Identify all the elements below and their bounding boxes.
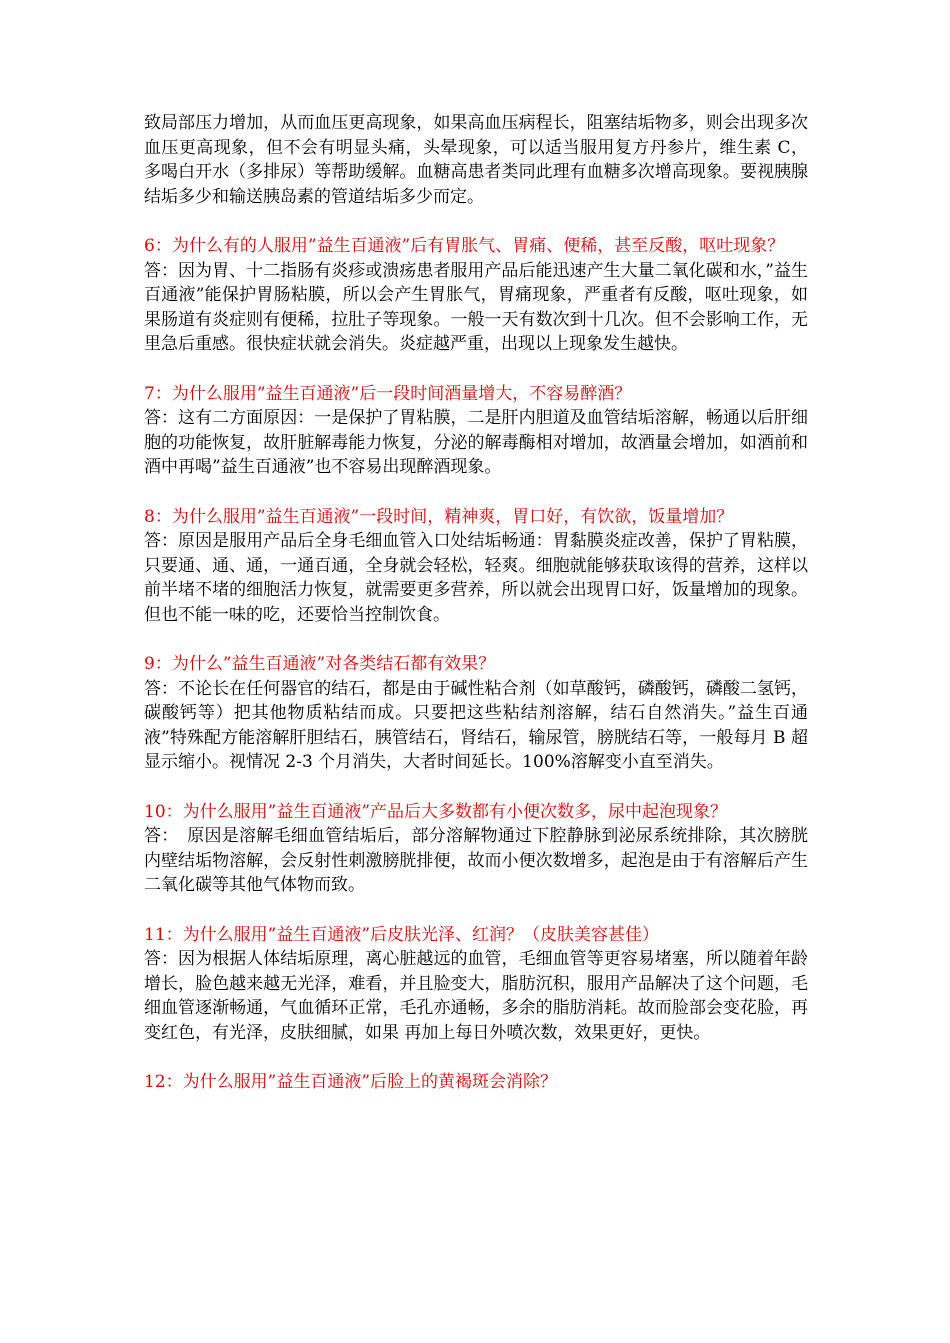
qa-item-7 — [144, 382, 808, 480]
question-12: 12：为什么服用”益生百通液”后脸上的黄褐斑会消除？ — [144, 1072, 558, 1093]
qa-item-12 — [144, 1070, 808, 1095]
question-10: 10：为什么服用”益生百通液”产品后大多数都有小便次数多，尿中起泡现象？ — [144, 801, 728, 822]
answer-10: 答： 原因是溶解毛细血管结垢后，部分溶解物通过下腔静脉到泌尿系统排除，其次膀胱内壁结垢物溶解，会反射性刺激膀胱排便，故而小便次数增多，起泡是由于有溶解后产生二氧化碳等其他气体物而致。 — [144, 826, 808, 896]
qa-item-10 — [144, 800, 808, 898]
answer-7: 答：这有二方面原因：一是保护了胃粘膜，二是肝内胆道及血管结垢溶解，畅通以后肝细胞的功能恢复，故肝脏解毒能力恢复，分泌的解毒酶相对增加，故酒量会增加，如酒前和酒中再喝”益生百通液”也不容易出现醉酒现象。 — [144, 408, 808, 478]
question-6: 6：为什么有的人服用”益生百通液”后有胃胀气、胃痛、便稀，甚至反酸，呕吐现象？ — [144, 235, 785, 256]
qa-item-6 — [144, 234, 808, 357]
intro-paragraph: 致局部压力增加，从而血压更高现象，如果高血压病程长，阻塞结垢物多，则会出现多次血压更高现象，但不会有明显头痛，头晕现象，可以适当服用复方丹参片，维生素 C，多喝白开水（多排尿）等帮助缓解。血糖高患者类同此理有血糖多次增高现象。要视胰腺结垢多少和输送胰岛素的管道结垢多少而定。 — [144, 113, 808, 207]
question-11: 11：为什么服用”益生百通液”后皮肤光泽、红润？（皮肤美容甚佳） — [144, 924, 660, 945]
qa-item-8 — [144, 505, 808, 628]
answer-9: 答：不论长在任何器官的结石，都是由于碱性粘合剂（如草酸钙，磷酸钙，磷酸二氢钙，碳酸钙等）把其他物质粘结而成。只要把这些粘结剂溶解，结石自然消失。”益生百通液”特殊配方能溶解肝胆结石，胰管结石，肾结石，输尿管，膀胱结石等，一般每月 B 超显示缩小。视情况 2-3 个月消失，大者时间延长。100%溶解变小直至消失。 — [144, 678, 808, 773]
answer-6: 答：因为胃、十二指肠有炎疹或溃疡患者服用产品后能迅速产生大量二氧化碳和水，”益生百通液”能保护胃肠粘膜，所以会产生胃胀气，胃痛现象，严重者有反酸，呕吐现象，如果肠道有炎症则有便稀，拉肚子等现象。一般一天有数次到十几次。但不会影响工作，无里急后重感。很快症状就会消失。炎症越严重，出现以上现象发生越快。 — [144, 260, 808, 355]
document-page — [144, 111, 808, 1095]
question-8: 8：为什么服用”益生百通液”一段时间，精神爽，胃口好，有饮欲，饭量增加？ — [144, 506, 734, 527]
qa-item-11 — [144, 923, 808, 1046]
qa-item-9 — [144, 652, 808, 775]
answer-11: 答：因为根据人体结垢原理，离心脏越远的血管，毛细血管等更容易堵塞，所以随着年龄增长，脸色越来越无光泽，难看，并且脸变大，脂肪沉积，服用产品解决了这个问题，毛细血管逐渐畅通，气血循环正常，毛孔亦通畅，多余的脂肪消耗。故而脸部会变花脸，再变红色，有光泽，皮肤细腻，如果 再加上每日外喷次数，效果更好，更快。 — [144, 949, 808, 1043]
answer-8: 答：原因是服用产品后全身毛细血管入口处结垢畅通：胃黏膜炎症改善，保护了胃粘膜，只要通、通、通，一通百通，全身就会轻松，轻爽。细胞就能够获取该得的营养，这样以前半堵不堵的细胞活力恢复，就需要更多营养，所以就会出现胃口好，饭量增加的现象。但也不能一味的吃，还要恰当控制饮食。 — [144, 531, 808, 625]
question-9: 9：为什么”益生百通液”对各类结石都有效果？ — [144, 654, 496, 675]
question-7: 7：为什么服用”益生百通液”后一段时间酒量增大，不容易醉酒？ — [144, 383, 632, 404]
